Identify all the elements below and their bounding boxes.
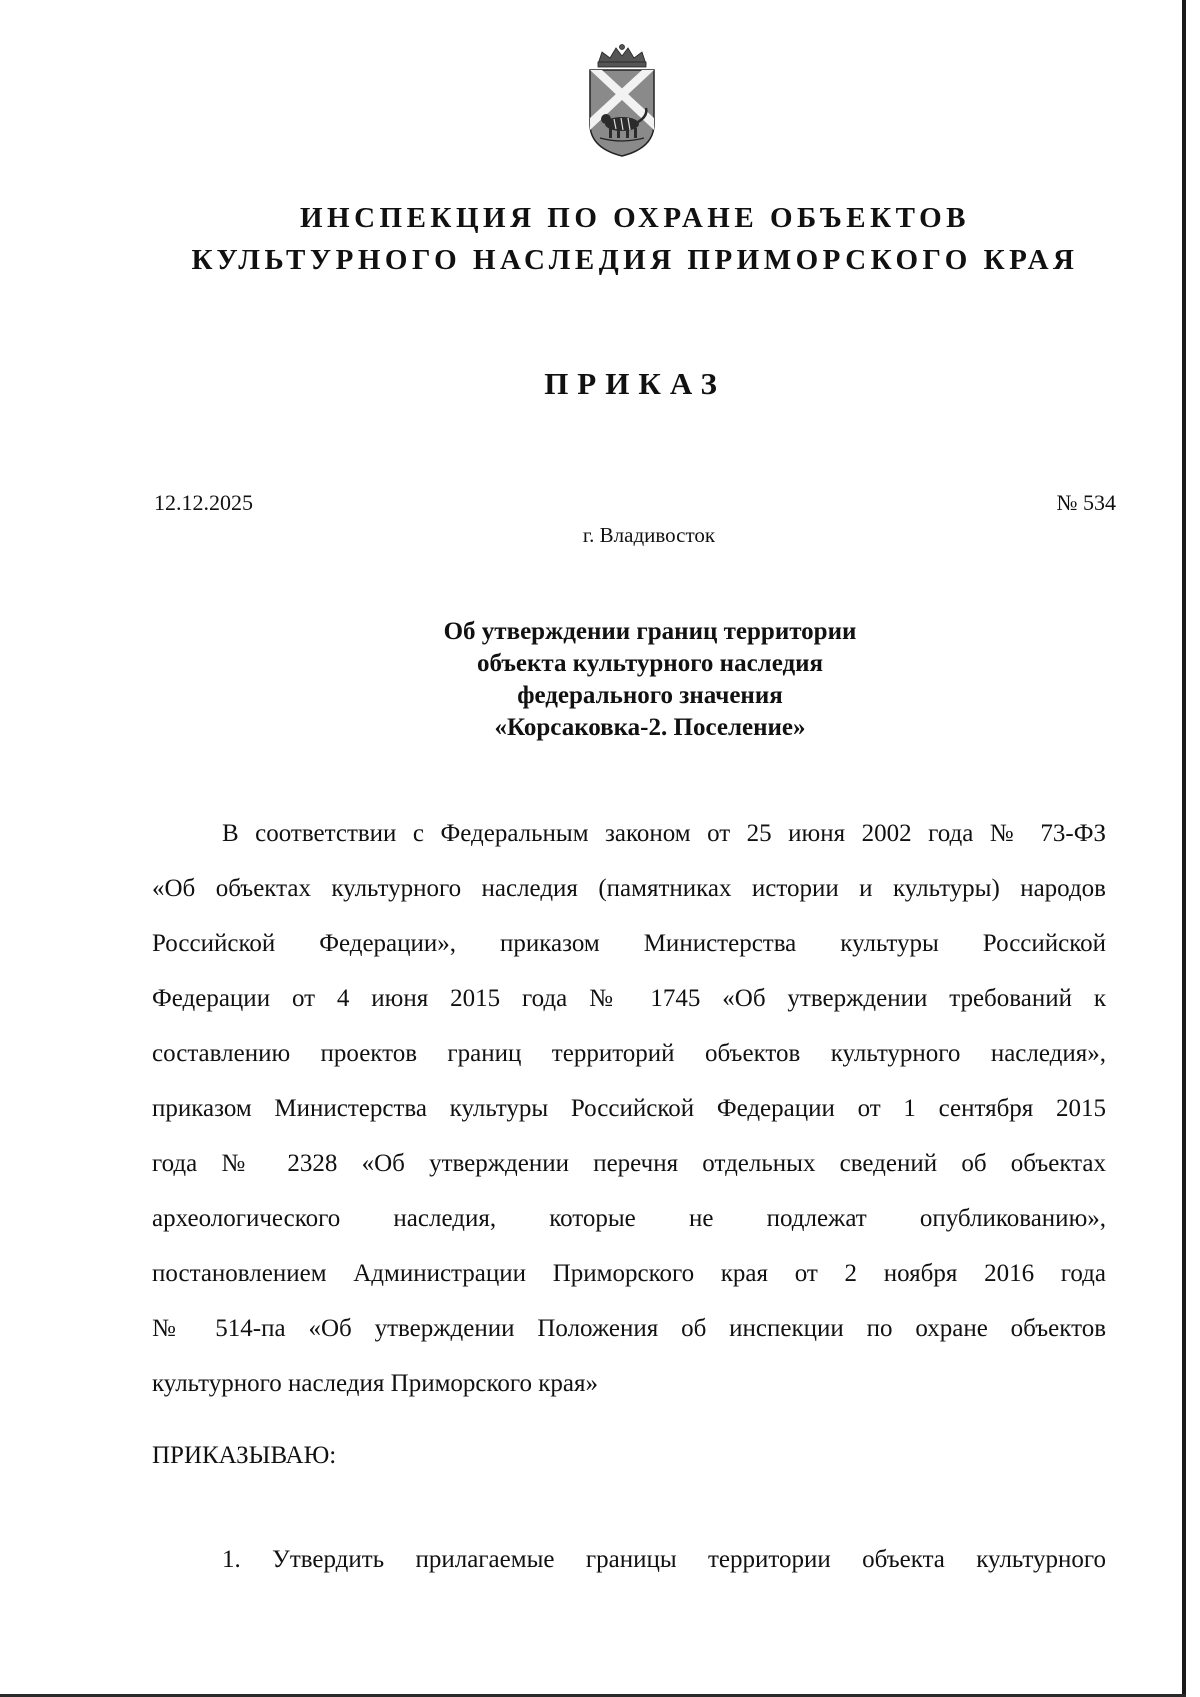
- preamble-line: культурного наследия Приморского края»: [152, 1370, 598, 1397]
- preamble-line: № 514-па «Об утверждении Положения об инспекции по охране объектов: [152, 1315, 1106, 1342]
- preamble-line: постановлением Администрации Приморского края от 2 ноября 2016 года: [152, 1260, 1106, 1287]
- subject-line: федерального значения: [517, 682, 783, 709]
- preamble-line: В соответствии с Федеральным законом от 25 июня 2002 года № 73-ФЗ: [222, 820, 1106, 847]
- preamble-line: Федерации от 4 июня 2015 года № 1745 «Об утверждении требований к: [152, 985, 1106, 1012]
- document-type: ПРИКАЗ: [544, 366, 726, 401]
- preamble-line: приказом Министерства культуры Российской Федерации от 1 сентября 2015: [152, 1095, 1106, 1122]
- document-subject: [400, 616, 900, 744]
- subject-line: объекта культурного наследия: [476, 650, 824, 677]
- order-directive: ПРИКАЗЫВАЮ:: [152, 1442, 337, 1469]
- preamble-line: археологического наследия, которые не подлежат опубликованию»,: [152, 1205, 1106, 1232]
- preamble-paragraph: [152, 806, 1106, 1411]
- document-date: 12.12.2025: [154, 490, 253, 515]
- subject-line: Об утверждении границ территории: [443, 618, 857, 645]
- preamble-line: «Об объектах культурного наследия (памятниках истории и культуры) народов: [152, 875, 1106, 902]
- document-city: г. Владивосток: [582, 523, 716, 547]
- preamble-line: Российской Федерации», приказом Министерства культуры Российской: [152, 930, 1106, 957]
- preamble-line: составлению проектов границ территорий объектов культурного наследия»,: [152, 1040, 1106, 1067]
- scan-edge-right: [1182, 0, 1186, 1697]
- organization-name-line2: КУЛЬТУРНОГО НАСЛЕДИЯ ПРИМОРСКОГО КРАЯ: [191, 244, 1079, 276]
- coat-of-arms-icon: [584, 44, 660, 158]
- order-item-1: 1. Утвердить прилагаемые границы территории объекта культурного: [222, 1546, 1106, 1573]
- document-number: № 534: [1056, 490, 1116, 515]
- subject-line: «Корсаковка-2. Поселение»: [494, 714, 806, 741]
- organization-name-line1: ИНСПЕКЦИЯ ПО ОХРАНЕ ОБЪЕКТОВ: [299, 202, 971, 234]
- preamble-line: года № 2328 «Об утверждении перечня отдельных сведений об объектах: [152, 1150, 1106, 1177]
